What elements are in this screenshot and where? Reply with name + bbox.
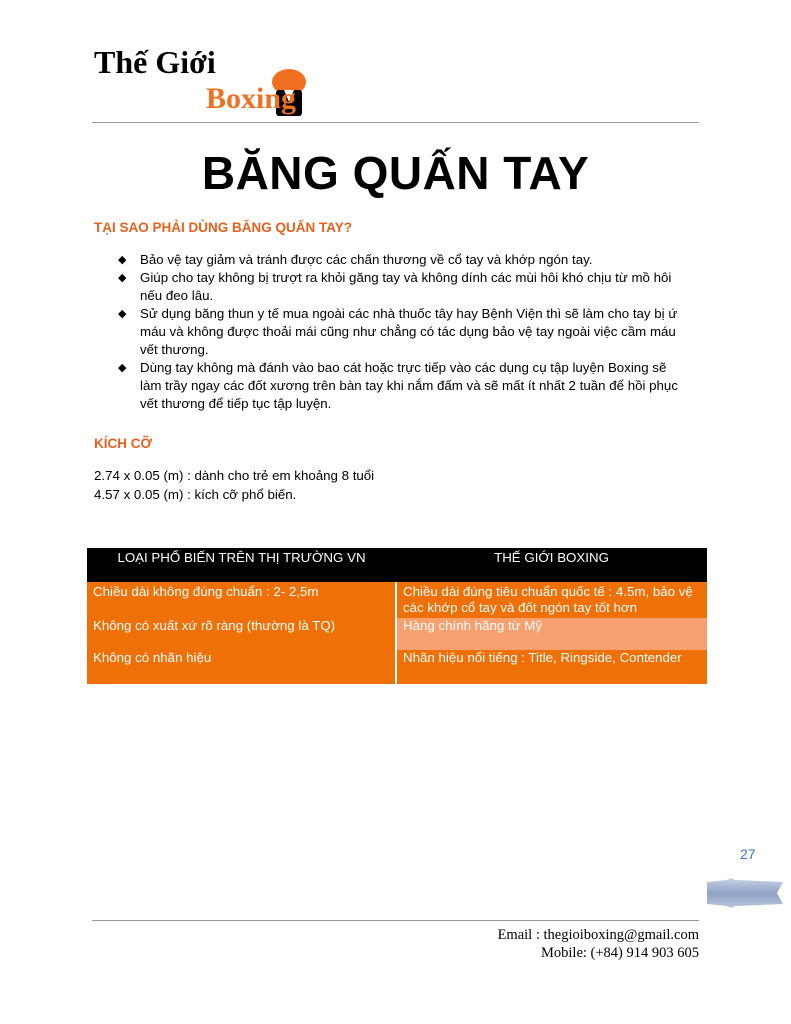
table-cell: Không có nhãn hiệu [87,650,396,684]
page-number: 27 [740,846,756,862]
page-ribbon-icon [707,878,783,908]
table-cell: Chiều dài đúng tiêu chuẩn quốc tế : 4.5m, bảo vệ các khớp cổ tay và đốt ngón tay tốt hơn [396,582,707,618]
diamond-bullet-icon: ◆ [118,272,127,284]
table-row [87,582,707,618]
footer-email: Email : thegioiboxing@gmail.com [497,927,699,943]
size-line: 4.57 x 0.05 (m) : kích cỡ phổ biến. [94,487,297,502]
footer-mobile: Mobile: (+84) 914 903 605 [541,945,699,961]
table-cell: Không có xuất xứ rõ ràng (thường là TQ) [87,618,396,650]
list-item: ◆ Dùng tay không mà đánh vào bao cát hoặc trực tiếp vào các dụng cụ tập luyện Boxing sẽ làm trầy ngay các đốt xương trên bàn tay khi nắm đấm và sẽ mất ít nhất 2 tuần để hồi phục vết thương để tiếp tục tập luyện. [118,360,678,411]
logo-line-1: Thế Giới [94,44,216,80]
table-cell: Chiều dài không đúng chuẩn : 2- 2,5m [87,582,396,618]
diamond-bullet-icon: ◆ [118,308,127,320]
header-divider [92,122,699,123]
footer-divider [92,920,699,921]
section-heading-size: KÍCH CỠ [94,436,153,451]
table-header: THẾ GIỚI BOXING [396,548,707,582]
page-title: BĂNG QUẤN TAY [201,147,590,199]
diamond-bullet-icon: ◆ [118,254,127,266]
diamond-bullet-icon: ◆ [118,362,127,374]
size-list [94,466,374,504]
table-cell: Nhãn hiệu nổi tiếng : Title, Ringside, Contender [396,650,707,684]
table-row [87,618,707,650]
list-item: ◆ Sử dụng băng thun y tế mua ngoài các nhà thuốc tây hay Bệnh Viện thì sẽ làm cho tay bị ứ máu và không được thoải mái cũng như chẳng có tác dụng bảo vệ tay ngoài việc cầm máu vết thương. [118,306,678,357]
section-heading-why: TẠI SAO PHẢI DÙNG BĂNG QUẤN TAY? [94,220,353,235]
list-item: ◆ Giúp cho tay không bị trượt ra khỏi găng tay và không dính các mùi hôi khó chịu từ mồ hôi nếu đeo lâu. [118,270,672,303]
table-cell: Hàng chính hãng từ Mỹ [396,618,707,650]
footer-contact [498,926,699,962]
table-header: LOẠI PHỔ BIẾN TRÊN THỊ TRƯỜNG VN [87,548,396,582]
list-item: ◆ Bảo vệ tay giảm và tránh được các chấn thương về cổ tay và khớp ngón tay. [118,252,593,267]
table-row [87,650,707,684]
size-line: 2.74 x 0.05 (m) : dành cho trẻ em khoảng 8 tuổi [94,468,375,483]
comparison-table [87,548,707,684]
brand-logo [94,44,346,118]
logo-line-2: Boxing [206,82,297,115]
reasons-list [118,251,688,413]
